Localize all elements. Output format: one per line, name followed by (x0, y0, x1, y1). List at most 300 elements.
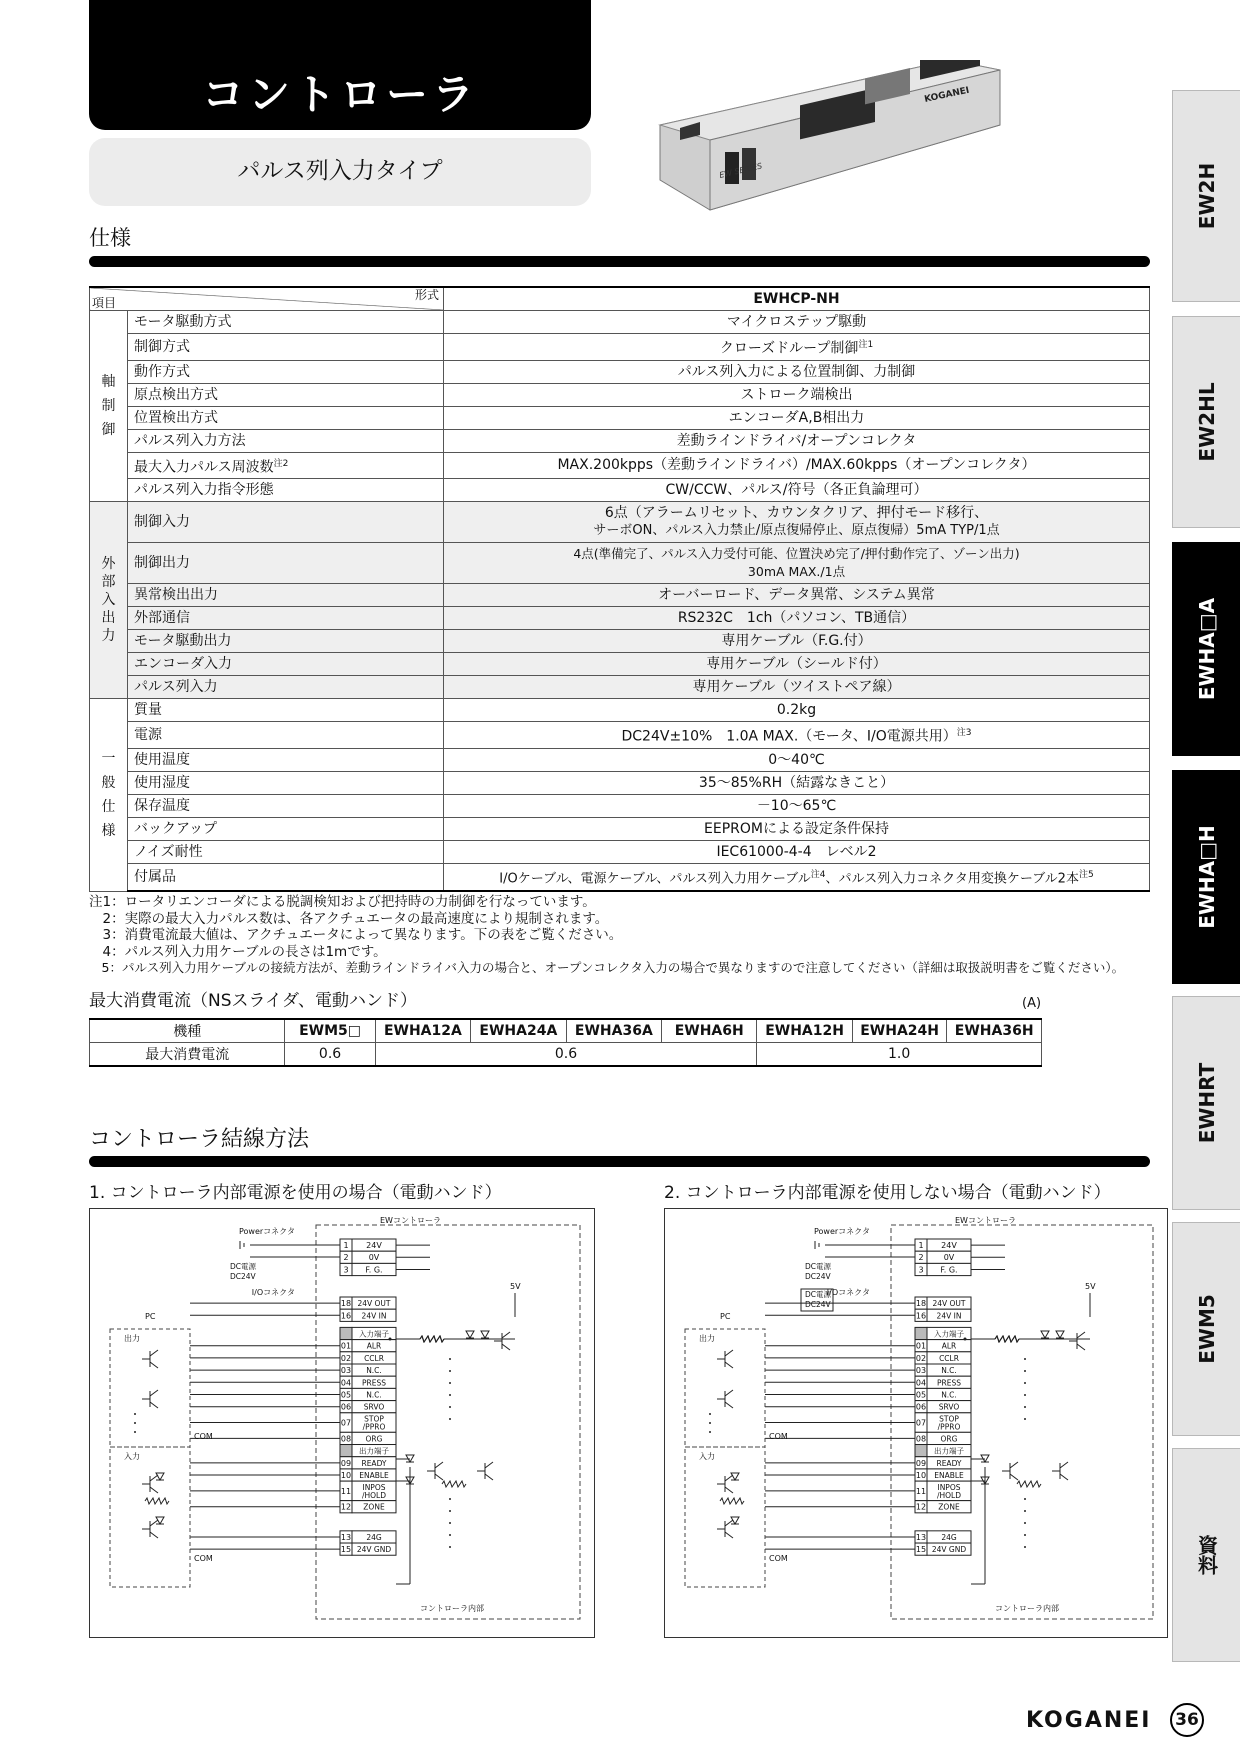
wiring-heading: コントローラ結線方法 (89, 1127, 310, 1152)
tab-label: EW2H (1195, 162, 1219, 230)
pin-number: 11 (915, 1486, 927, 1496)
dc-supply-label: DC電源 (805, 1262, 832, 1271)
v5-label: 5V (1085, 1282, 1096, 1291)
diagram-1-title: 1. コントローラ内部電源を使用の場合（電動ハンド） (89, 1183, 502, 1203)
spec-item: 最大入力パルス周波数 (134, 459, 274, 476)
pc-input-label: 入力 (699, 1452, 715, 1461)
ellipsis-dot (1024, 1522, 1026, 1524)
resistor-icon (442, 1481, 466, 1487)
pin-label: 24G (941, 1532, 957, 1542)
spec-value: DC24V±10% 1.0A MAX.（モータ、I/O電源共用） (621, 728, 957, 745)
pin-number: 09 (340, 1458, 352, 1468)
wire (725, 1487, 733, 1493)
pin-label: ENABLE (359, 1471, 389, 1481)
header-hatch (915, 1327, 927, 1339)
pc-com-label: COM (194, 1554, 213, 1563)
wire (150, 1390, 158, 1396)
resistor-icon (145, 1498, 169, 1504)
pin-number: 04 (915, 1378, 927, 1388)
wire (485, 1462, 493, 1468)
spec-head-type: 形式 (414, 288, 439, 302)
tab-label: EW2HL (1195, 382, 1219, 462)
pin-number: 03 (915, 1366, 927, 1376)
pin-label: 24V (941, 1241, 957, 1250)
pin-header-label: 出力端子 (934, 1446, 964, 1456)
current-model: EWHA24H (852, 1019, 947, 1043)
pin-number: 2 (343, 1253, 349, 1263)
tab-label: EWM5 (1195, 1294, 1219, 1364)
controller-internal-label: コントローラ内部 (420, 1604, 484, 1613)
pin-number: 02 (340, 1353, 352, 1363)
pin-label: N.C. (366, 1366, 382, 1376)
pin-header-label: 出力端子 (359, 1446, 389, 1456)
spec-value: 4点(準備完了、パルス入力受付可能、位置決め完了/押付動作完了、ゾーン出力) (573, 546, 1020, 562)
spec-item: 使用温度 (128, 748, 444, 771)
wire (1077, 1344, 1085, 1350)
spec-value: クローズドループ制御 (719, 340, 859, 357)
spec-item: バックアップ (128, 817, 444, 840)
spec-value: 6点（アラームリセット、カウンタクリア、押付モード移行、 (604, 505, 989, 522)
page-title: コントローラ (201, 70, 478, 119)
wire (725, 1520, 733, 1526)
spec-value-cell (444, 502, 1150, 543)
ellipsis-dot (1024, 1510, 1026, 1512)
spec-item: パルス列入力指令形態 (128, 479, 444, 502)
wiring-schematic (665, 1209, 1167, 1637)
current-model: EWHA6H (662, 1019, 757, 1043)
wire (150, 1362, 158, 1368)
wiring-rule (89, 1156, 1150, 1167)
spec-item: 付属品 (128, 863, 444, 891)
pin-number: 16 (340, 1311, 352, 1321)
tab-ew2hl[interactable] (1172, 316, 1240, 528)
wire (435, 1474, 443, 1480)
pin-label: 0V (368, 1253, 380, 1263)
spec-heading: 仕様 (89, 226, 131, 250)
pin-number: 01 (340, 1341, 352, 1351)
spec-value-tail: 、パルス列入力コネクタ用変換ケーブル2本 (825, 871, 1079, 887)
pin-number: 13 (340, 1532, 352, 1542)
spec-group-general: 一 般 仕 様 (90, 699, 128, 891)
wire (1060, 1462, 1068, 1468)
tab-ewhrt[interactable] (1172, 996, 1240, 1210)
pin-number: 04 (340, 1378, 352, 1388)
spec-item: パルス列入力方法 (128, 429, 444, 452)
note-line: 4：パルス列入力用ケーブルの長さは1mです。 (89, 943, 387, 960)
pc-label: PC (720, 1312, 731, 1321)
ellipsis-dot (1024, 1546, 1026, 1548)
note-line: 2：実際の最大入力パルス数は、各アクチュエータの最高速度により規制されます。 (89, 910, 609, 927)
pin-label: INPOS (362, 1482, 386, 1492)
pin-label: INPOS (937, 1482, 961, 1492)
pin-number: 05 (915, 1390, 927, 1400)
current-heading: 最大消費電流（NSスライダ、電動ハンド） (89, 991, 417, 1011)
spec-group-axis: 軸 制 御 (90, 311, 128, 502)
pin-number: 2 (918, 1253, 924, 1263)
spec-value: 専用ケーブル（F.G.付） (444, 630, 1150, 653)
spec-notes (89, 894, 1169, 977)
ellipsis-dot (449, 1394, 451, 1396)
pin-number: 08 (915, 1434, 927, 1444)
tab-label: EWHA□H (1195, 825, 1219, 929)
pin-label: 24G (366, 1532, 382, 1542)
ellipsis-dot (709, 1431, 711, 1433)
ellipsis-dot (449, 1546, 451, 1548)
spec-item: 制御出力 (128, 543, 444, 584)
spec-value: 専用ケーブル（ツイストペア線） (444, 676, 1150, 699)
ellipsis-dot (134, 1422, 136, 1424)
diode-icon (1041, 1331, 1049, 1338)
current-table (89, 1018, 1042, 1067)
dc-supply-voltage-2: DC24V (805, 1300, 831, 1309)
ellipsis-dot (449, 1522, 451, 1524)
wire (502, 1344, 510, 1350)
spec-item-note: 注2 (273, 458, 289, 469)
spec-item: 外部通信 (128, 607, 444, 630)
wire (150, 1402, 158, 1408)
spec-value-line2: サーボON、パルス入力禁止/原点復帰停止、原点復帰）5mA TYP/1点 (593, 523, 1000, 539)
current-value: 1.0 (757, 1043, 1042, 1067)
pin-label: SRVO (938, 1402, 960, 1412)
wire (1077, 1332, 1085, 1338)
ellipsis-dot (134, 1413, 136, 1415)
wire (725, 1350, 733, 1356)
pc-com-label: COM (769, 1432, 788, 1441)
spec-value: EEPROMによる設定条件保持 (444, 817, 1150, 840)
current-model: EWHA24A (471, 1019, 566, 1043)
spec-item: 使用湿度 (128, 771, 444, 794)
current-model: EWHA36H (947, 1019, 1042, 1043)
pin-number: 11 (340, 1486, 352, 1496)
spec-value-cell (444, 722, 1150, 749)
pc-label: PC (145, 1312, 156, 1321)
spec-item: モータ駆動方式 (128, 311, 444, 334)
spec-item: エンコーダ入力 (128, 653, 444, 676)
current-row-label: 最大消費電流 (90, 1043, 285, 1067)
pin-label: N.C. (941, 1366, 957, 1376)
pin-label: 24V OUT (357, 1299, 391, 1309)
pin-label: 24V GND (931, 1545, 967, 1555)
ellipsis-dot (1024, 1418, 1026, 1420)
wire (725, 1532, 733, 1538)
v5-label: 5V (510, 1282, 521, 1291)
pin-label: 24V (366, 1241, 382, 1250)
spec-value: RS232C 1ch（パソコン、TB通信） (444, 607, 1150, 630)
pc-output-box (685, 1329, 765, 1447)
spec-value-cell (444, 543, 1150, 584)
wire (435, 1462, 443, 1468)
note-line: 3：消費電流最大値は、アクチュエータによって異なります。下の表をご覧ください。 (89, 927, 623, 943)
power-connector-label: Powerコネクタ (813, 1227, 870, 1236)
header-hatch (915, 1445, 927, 1457)
pin-label: READY (361, 1458, 387, 1468)
pin-number: 18 (915, 1299, 927, 1309)
pin-label: PRESS (362, 1378, 386, 1388)
pin-label: STOP (939, 1414, 959, 1424)
pin-label: /PPRO (937, 1422, 961, 1432)
pin-label: ALR (941, 1341, 957, 1351)
tab-ewm5[interactable] (1172, 1222, 1240, 1436)
pin-number: 1 (343, 1241, 349, 1250)
pin-number: 3 (343, 1265, 349, 1275)
tab-ew2h[interactable] (1172, 90, 1240, 302)
wire (725, 1402, 733, 1408)
note-line: 5：パルス列入力用ケーブルの接続方法が、差動ラインドライバ入力の場合と、オープンコレクタ入力の場合で異なりますので注意してください（詳細は取扱説明書をご覧ください）。 (89, 960, 1125, 975)
pin-label: ORG (365, 1434, 383, 1444)
wire (150, 1350, 158, 1356)
wire (150, 1532, 158, 1538)
ellipsis-dot (1024, 1358, 1026, 1360)
pin-number: 18 (340, 1299, 352, 1309)
spec-value-note: 注5 (1078, 869, 1094, 880)
spec-item: 位置検出方式 (128, 406, 444, 429)
pin-number: 06 (915, 1402, 927, 1412)
dc-supply-label-2: DC電源 (805, 1290, 832, 1299)
diode-icon (481, 1331, 489, 1338)
spec-item: ノイズ耐性 (128, 840, 444, 863)
spec-header-cell (90, 287, 444, 311)
spec-item: 制御入力 (128, 502, 444, 543)
wire (502, 1332, 510, 1338)
io-connector-label: I/Oコネクタ (826, 1288, 870, 1297)
pin-number: 3 (918, 1265, 924, 1275)
page-subtitle: パルス列入力タイプ (237, 158, 443, 184)
pin-label: /HOLD (361, 1490, 387, 1500)
ellipsis-dot (709, 1422, 711, 1424)
wire (1060, 1474, 1068, 1480)
pin-label: 24V IN (936, 1311, 962, 1321)
pin-label: READY (936, 1458, 962, 1468)
spec-value-note: 注1 (858, 340, 874, 350)
pin-number: 07 (340, 1418, 352, 1428)
pin-number: 10 (340, 1471, 352, 1481)
pin-label: STOP (364, 1414, 384, 1424)
resistor-icon (995, 1336, 1019, 1342)
pc-output-box (110, 1329, 190, 1447)
current-unit: (A) (1022, 996, 1042, 1011)
pc-input-box (685, 1447, 765, 1587)
ellipsis-dot (1024, 1498, 1026, 1500)
spec-value: 0～40℃ (444, 748, 1150, 771)
resistor-icon (720, 1498, 744, 1504)
ellipsis-dot (449, 1406, 451, 1408)
ellipsis-dot (1024, 1534, 1026, 1536)
current-value: 0.6 (375, 1043, 757, 1067)
resistor-icon (1017, 1481, 1041, 1487)
pc-com-label: COM (194, 1432, 213, 1441)
pin-number: 09 (915, 1458, 927, 1468)
pin-label: 24V OUT (932, 1299, 966, 1309)
spec-group-io: 外 部 入 出 力 (90, 502, 128, 699)
pin-label: F. G. (940, 1265, 958, 1275)
pin-number: 15 (915, 1545, 927, 1555)
pc-input-box (110, 1447, 190, 1587)
pin-label: PRESS (937, 1378, 961, 1388)
current-model: EWM5□ (285, 1019, 375, 1043)
diode-icon (1056, 1331, 1064, 1338)
wire (725, 1362, 733, 1368)
spec-item: パルス列入力 (128, 676, 444, 699)
ellipsis-dot (1024, 1394, 1026, 1396)
ellipsis-dot (134, 1431, 136, 1433)
pin-label: N.C. (941, 1390, 957, 1400)
current-model: EWHA36A (566, 1019, 661, 1043)
diode-icon (466, 1331, 474, 1338)
tab-label: 資料 (1194, 1535, 1219, 1575)
pin-label: 24V GND (356, 1545, 392, 1555)
pin-label: /PPRO (362, 1422, 386, 1432)
wire (1010, 1462, 1018, 1468)
ellipsis-dot (449, 1418, 451, 1420)
tab-ewha-h[interactable] (1172, 770, 1240, 984)
pin-number: 02 (915, 1353, 927, 1363)
ellipsis-dot (449, 1382, 451, 1384)
note-line: 注1：ロータリエンコーダによる脱調検知および把持時の力制御を行なっています。 (89, 894, 596, 910)
tab-reference[interactable] (1172, 1448, 1240, 1662)
spec-value-note: 注3 (956, 728, 972, 739)
current-model: EWHA12H (757, 1019, 853, 1043)
pin-number: 12 (340, 1502, 352, 1512)
current-value: 0.6 (285, 1043, 375, 1067)
tab-ewha-a[interactable] (1172, 542, 1240, 756)
spec-item: 質量 (128, 699, 444, 722)
io-connector-label: I/Oコネクタ (251, 1288, 295, 1297)
spec-item: 動作方式 (128, 360, 444, 383)
pin-number: 15 (340, 1545, 352, 1555)
header-hatch (340, 1327, 352, 1339)
wire (150, 1487, 158, 1493)
ellipsis-dot (709, 1413, 711, 1415)
pin-label: ENABLE (934, 1471, 964, 1481)
pin-number: 05 (340, 1390, 352, 1400)
spec-value: IEC61000-4-4 レベル2 (444, 840, 1150, 863)
spec-value-cell (444, 334, 1150, 361)
wiring-schematic (90, 1209, 594, 1637)
pin-label: CCLR (364, 1353, 384, 1363)
node-dot (389, 1338, 392, 1341)
spec-item-cell (128, 452, 444, 479)
controller-label: EWコントローラ (380, 1216, 441, 1225)
ellipsis-dot (449, 1498, 451, 1500)
spec-value: MAX.200kpps（差動ラインドライバ）/MAX.60kpps（オープンコレクタ） (444, 452, 1150, 479)
pin-label: ZONE (938, 1502, 960, 1512)
spec-model: EWHCP-NH (444, 287, 1150, 311)
pin-number: 08 (340, 1434, 352, 1444)
spec-value: 35～85%RH（結露なきこと） (444, 771, 1150, 794)
controller-internal-label: コントローラ内部 (995, 1604, 1059, 1613)
spec-value: マイクロステップ駆動 (444, 311, 1150, 334)
spec-value: ストローク端検出 (444, 383, 1150, 406)
wire (1010, 1474, 1018, 1480)
spec-value: 0.2kg (444, 699, 1150, 722)
product-series-label: EW SERIES (718, 161, 764, 180)
power-connector-label: Powerコネクタ (238, 1227, 295, 1236)
pin-label: SRVO (363, 1402, 385, 1412)
spec-value: オーバーロード、データ異常、システム異常 (444, 584, 1150, 607)
spec-value-line2: 30mA MAX./1点 (747, 564, 846, 580)
spec-item: 異常検出出力 (128, 584, 444, 607)
pin-number: 12 (915, 1502, 927, 1512)
ellipsis-dot (449, 1358, 451, 1360)
pin-header-label: 入力端子 (934, 1329, 964, 1339)
pin-label: F. G. (365, 1265, 383, 1275)
tab-label: EWHRT (1195, 1062, 1219, 1144)
brand-logo: KOGANEI (1026, 1708, 1152, 1733)
pin-header-label: 入力端子 (359, 1329, 389, 1339)
spec-table (89, 286, 1150, 892)
spec-value: エンコーダA,B相出力 (444, 406, 1150, 429)
spec-item: 電源 (128, 722, 444, 749)
pin-label: /HOLD (936, 1490, 962, 1500)
ellipsis-dot (1024, 1406, 1026, 1408)
ellipsis-dot (1024, 1382, 1026, 1384)
ellipsis-dot (1024, 1370, 1026, 1372)
spec-value-cell (444, 863, 1150, 891)
wiring-diagram-1 (89, 1208, 595, 1638)
pin-number: 1 (918, 1241, 924, 1250)
node-dot (964, 1338, 967, 1341)
pin-label: ALR (366, 1341, 382, 1351)
spec-head-item: 項目 (92, 296, 117, 310)
product-brand-label: KOGANEI (923, 85, 971, 105)
page-number: 36 (1170, 1703, 1204, 1737)
spec-value: I/Oケーブル、電源ケーブル、パルス列入力用ケーブル (499, 871, 811, 887)
spec-value: －10～65℃ (444, 794, 1150, 817)
pin-number: 03 (340, 1366, 352, 1376)
spec-value: 差動ラインドライバ/オープンコレクタ (444, 429, 1150, 452)
product-photo (650, 60, 1015, 220)
spec-value: CW/CCW、パルス/符号（各正負論理可） (444, 479, 1150, 502)
spec-value: パルス列入力による位置制御、力制御 (444, 360, 1150, 383)
pc-output-label: 出力 (699, 1334, 715, 1343)
pin-label: ORG (940, 1434, 958, 1444)
header-hatch (340, 1445, 352, 1457)
spec-rule (89, 256, 1150, 267)
pin-label: CCLR (939, 1353, 959, 1363)
wire (485, 1474, 493, 1480)
tab-label: EWHA□A (1195, 597, 1219, 701)
ellipsis-dot (449, 1534, 451, 1536)
diode-icon (156, 1473, 164, 1480)
spec-item: 原点検出方式 (128, 383, 444, 406)
pin-number: 13 (915, 1532, 927, 1542)
pin-label: ZONE (363, 1502, 385, 1512)
wire (150, 1520, 158, 1526)
pin-number: 07 (915, 1418, 927, 1428)
dc-supply-voltage: DC24V (230, 1272, 256, 1281)
ellipsis-dot (449, 1510, 451, 1512)
pc-com-label: COM (769, 1554, 788, 1563)
current-model: EWHA12A (375, 1019, 470, 1043)
pin-label: 0V (943, 1253, 955, 1263)
controller-label: EWコントローラ (955, 1216, 1016, 1225)
pin-label: N.C. (366, 1390, 382, 1400)
pin-number: 10 (915, 1471, 927, 1481)
pin-number: 06 (340, 1402, 352, 1412)
wiring-diagram-2 (664, 1208, 1168, 1638)
ellipsis-dot (449, 1370, 451, 1372)
pc-output-label: 出力 (124, 1334, 140, 1343)
pc-input-label: 入力 (124, 1452, 140, 1461)
spec-item: 制御方式 (128, 334, 444, 361)
diode-icon (731, 1473, 739, 1480)
resistor-icon (420, 1336, 444, 1342)
pin-number: 01 (915, 1341, 927, 1351)
spec-item: モータ駆動出力 (128, 630, 444, 653)
diagram-2-title: 2. コントローラ内部電源を使用しない場合（電動ハンド） (664, 1183, 1111, 1203)
current-header-label: 機種 (90, 1019, 285, 1043)
dc-supply-voltage: DC24V (805, 1272, 831, 1281)
